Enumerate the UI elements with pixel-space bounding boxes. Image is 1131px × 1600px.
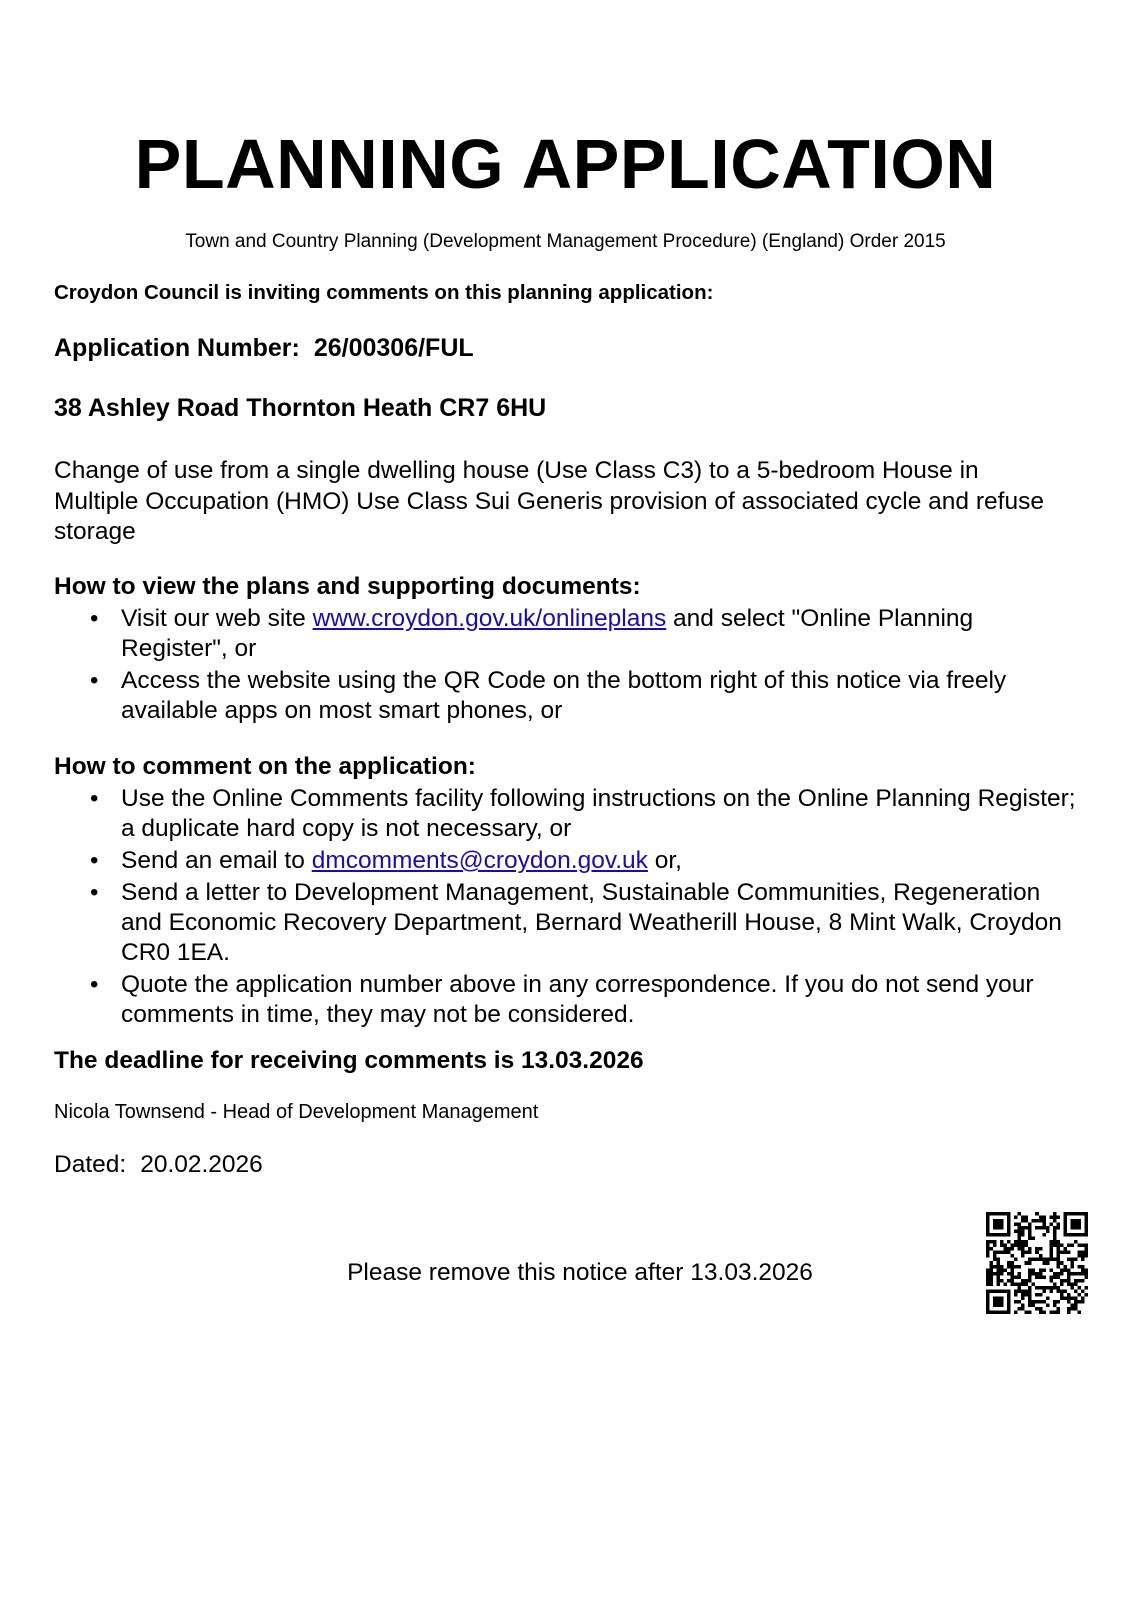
deadline-text: The deadline for receiving comments is 13.03.2026 <box>54 1047 644 1074</box>
legislation-reference: Town and Country Planning (Development Management Procedure) (England) Order 2015 <box>185 231 946 252</box>
comment-heading: How to comment on the application: <box>54 753 476 780</box>
list-item <box>54 846 1084 876</box>
list-item <box>54 604 1084 664</box>
qr-code-icon[interactable] <box>986 1212 1088 1314</box>
list-item <box>54 878 1084 968</box>
list-item-text: Send a letter to Development Management, Sustainable Communities, Regeneration and Economic Recovery Department, Bernard Weatherill House, 8 Mint Walk, Croydon CR0 1EA. <box>121 879 1062 966</box>
list-item-text: Send an email to <box>121 847 312 874</box>
email-link[interactable]: dmcomments@croydon.gov.uk <box>311 847 648 874</box>
list-item-text: Quote the application number above in any correspondence. If you do not send your comments in time, they may not be considered. <box>121 971 1034 1028</box>
list-item-text: Use the Online Comments facility following instructions on the Online Planning Register; a duplicate hard copy is not necessary, or <box>121 785 1076 842</box>
application-number: 26/00306/FUL <box>313 334 474 362</box>
list-item-text: or, <box>647 847 682 874</box>
view-section <box>54 572 1084 726</box>
dated-line <box>54 1150 1084 1180</box>
intro-text: Croydon Council is inviting comments on this planning application: <box>54 281 714 304</box>
list-item <box>54 784 1084 844</box>
site-address: 38 Ashley Road Thornton Heath CR7 6HU <box>54 394 547 422</box>
list-item <box>54 970 1084 1030</box>
dated-value: 20.02.2026 <box>140 1151 263 1178</box>
comment-list <box>54 784 1084 1030</box>
application-number-line <box>54 332 1084 364</box>
notice-title: PLANNING APPLICATION <box>134 125 997 203</box>
signoff-text: Nicola Townsend - Head of Development Management <box>54 1101 539 1123</box>
online-plans-link[interactable]: www.croydon.gov.uk/onlineplans <box>312 605 667 632</box>
view-list <box>54 604 1084 726</box>
proposal-description: Change of use from a single dwelling house (Use Class C3) to a 5-bedroom House in Multiple Occupation (HMO) Use Class Sui Generis provision of associated cycle and refuse storage <box>54 457 1044 545</box>
list-item-text: Visit our web site <box>121 605 313 632</box>
view-heading: How to view the plans and supporting documents: <box>54 573 641 600</box>
dated-label: Dated: <box>54 1151 127 1178</box>
list-item-text: and select "Online Planning Register", or <box>121 605 974 662</box>
remove-notice-text: Please remove this notice after 13.03.2026 <box>347 1259 813 1286</box>
list-item-text: Access the website using the QR Code on the bottom right of this notice via freely available apps on most smart phones, or <box>121 667 1007 724</box>
application-number-label: Application Number: <box>54 334 300 362</box>
list-item <box>54 666 1084 726</box>
comment-section <box>54 752 1084 1030</box>
